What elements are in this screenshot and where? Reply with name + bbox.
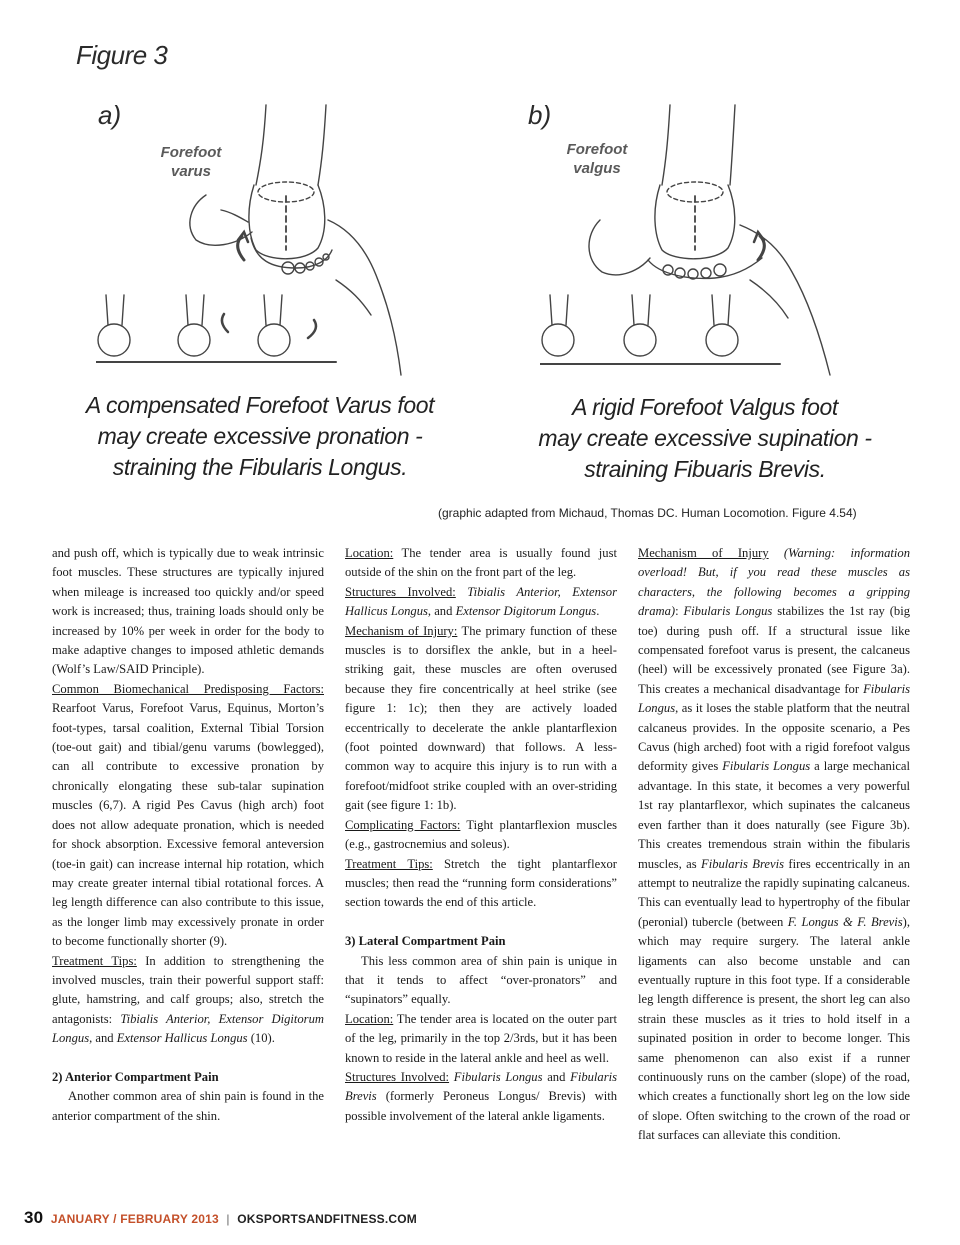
- paragraph: This less common area of shin pain is unique in that it tends to affect “over-pronators” and “supinators” equally.: [345, 953, 617, 1007]
- paragraph: [638, 544, 910, 1146]
- panel-b-label: b): [528, 100, 552, 130]
- paragraph: [345, 855, 617, 913]
- muscle-name: Extensor Hallicus Longus: [116, 1031, 248, 1046]
- subheading: Mechanism of Injury: [638, 546, 769, 560]
- section-heading: 2) Anterior Compartment Pain: [52, 1069, 219, 1084]
- paragraph: Another common area of shin pain is found in the anterior compartment of the shin.: [52, 1089, 324, 1123]
- panel-b-caption-line: A rigid Forefoot Valgus foot: [572, 394, 838, 420]
- warning-aside: (Warning: information overload! But, if you read these muscles as characters, the following becomes a gripping drama): [638, 546, 910, 619]
- subheading: Location:: [345, 1011, 394, 1026]
- subheading: Mechanism of Injury:: [345, 623, 458, 638]
- paragraph-text: Stretch the tight plantarflexor muscles; then read the “running form considerations” section towards the end of this article.: [345, 856, 617, 910]
- forefoot-varus-illustration: [96, 100, 436, 380]
- paragraph: [345, 622, 617, 816]
- muscle-name: F. Longus & F. Brevis: [787, 914, 903, 929]
- muscle-name: Fibularis Longus: [453, 1069, 543, 1084]
- paragraph: [345, 1010, 617, 1068]
- figure-title: Figure 3: [76, 40, 168, 70]
- muscle-name: Fibularis Longus: [722, 759, 811, 774]
- paragraph-text: stabilizes the 1st ray (big toe) during push off. If a structural issue like compensated forefoot varus is present, the calcaneus (heel) will be excessively pronated (see Figure 3a). This creates a mechanical disadvantage for: [638, 604, 910, 696]
- panel-b-caption-line: may create excessive supination -: [538, 425, 872, 451]
- subheading: Treatment Tips:: [345, 856, 433, 871]
- paragraph-text: In addition to strengthening the involved muscles, train their powerful support staff: glute, hamstring, and calf groups; also, stretch the antagonists:: [52, 953, 324, 1026]
- paragraph-text: Tight plantarflexion muscles (e.g., gastrocnemius and soleus).: [345, 817, 617, 852]
- paragraph: [345, 1068, 617, 1126]
- paragraph: [52, 952, 324, 1049]
- article-column-1: [52, 544, 324, 1126]
- forefoot-varus-label: Forefoot varus: [160, 144, 222, 180]
- muscle-name: Tibialis Anterior, Extensor Hallicus Longus: [345, 584, 617, 619]
- panel-a-caption-line: straining the Fibularis Longus.: [112, 454, 408, 480]
- panel-a-label: a): [98, 100, 122, 130]
- paragraph: [345, 816, 617, 855]
- paragraph: [345, 583, 617, 622]
- paragraph-text: ), which may require surgery. The lateral ankle ligaments can also become unstable and can eventually rupture in this foot type. If a considerable leg length difference is present, the short leg can also strain these muscles as it tries to hold itself in a supinated position in order to become longer. This same phenomenon can also exist if a runner continuously runs on the camber (slope) of the road, which creates a functionally short leg on the low side of slope. Often switching to the crown of the road or flat surfaces can alleviate this condition.: [638, 914, 910, 1143]
- paragraph-text: The tender area is located on the outer part of the leg, primarily in the top 2/3rds, but it has been known to reside in the lateral ankle and heel as well.: [345, 1011, 617, 1065]
- article-column-2: [345, 544, 617, 1126]
- paragraph-text: , and: [89, 1031, 117, 1046]
- section-heading: 3) Lateral Compartment Pain: [345, 934, 506, 949]
- muscle-name: Fibularis Longus: [638, 681, 910, 716]
- paragraph: [345, 544, 617, 583]
- website-link[interactable]: OKSPORTSANDFITNESS.COM: [237, 1212, 418, 1226]
- panel-b-caption-line: straining Fibuaris Brevis.: [584, 456, 826, 482]
- paragraph-text: (formerly Peroneus Longus/ Brevis) with possible involvement of the lateral ankle ligaments.: [345, 1089, 617, 1123]
- subheading: Structures Involved:: [345, 1069, 450, 1084]
- muscle-name: Fibularis Brevis: [345, 1069, 618, 1104]
- page-footer: [24, 1208, 417, 1228]
- subheading: Complicating Factors:: [345, 817, 461, 832]
- subheading: Location:: [345, 546, 394, 560]
- muscle-name: Fibularis Brevis: [701, 856, 785, 871]
- paragraph-text: .: [596, 604, 600, 619]
- paragraph-text: :: [675, 604, 684, 619]
- paragraph-text: Rearfoot Varus, Forefoot Varus, Equinus, Morton’s foot-types, tarsal coalition, External Tibial Torsion (toe-out gait) and tibial/genu varums (bowlegged), can all contribute to excessive pronation by chronically elongating these sub-talar supination muscles (6,7). A rigid Pes Cavus (high arch) foot does not allow adequate pronation, which is needed for shock absorption. Excessive femoral anteversion (toe-in gait) can increase internal hip rotation, which may create greater internal tibial rotational forces. A leg length difference can also contribute to this issue, as the longer limb may excessively pronate in order to become functionally shorter (9).: [52, 701, 324, 949]
- paragraph-text: , and: [427, 604, 456, 619]
- forefoot-valgus-label: Forefoot valgus: [566, 141, 628, 177]
- paragraph-text: fires eccentrically in an attempt to neutralize the rapidly supinating calcaneus. This can eventually lead to hypertrophy of the fibular (peronial) tubercle (between: [638, 856, 910, 929]
- panel-a-caption-line: may create excessive pronation -: [97, 423, 423, 449]
- subheading: Treatment Tips:: [52, 953, 137, 968]
- subheading: Structures Involved:: [345, 584, 456, 599]
- paragraph-text: and: [542, 1069, 571, 1084]
- paragraph-text: The tender area is usually found just outside of the shin on the front part of the leg.: [345, 546, 617, 580]
- page-number: 30: [24, 1208, 44, 1227]
- article-column-3: [638, 544, 910, 1146]
- muscle-name: Tibialis Anterior, Extensor Digitorum Longus: [52, 1011, 324, 1046]
- figure-credit: (graphic adapted from Michaud, Thomas DC. Human Locomotion. Figure 4.54): [438, 506, 857, 520]
- paragraph-text: , as it loses the stable platform that the neutral calcaneus provides. In the opposite scenario, a Pes Cavus (high arched) foot with a rigid forefoot valgus deformity gives: [638, 701, 910, 774]
- panel-b-caption: [500, 392, 910, 485]
- paragraph: and push off, which is typically due to weak intrinsic foot muscles. These structures are typically injured when mileage is increased too quickly and/or speed work is increased; thus, training loads should only be increased by 10% per week in order for the body to make adaptive changes to imposed athletic demands (Wolf’s Law/SAID Principle).: [52, 546, 324, 677]
- subheading: Common Biomechanical Predisposing Factors:: [52, 681, 324, 696]
- paragraph-text: a large mechanical advantage. In this state, it becomes a very powerful 1st ray plantarflexor, which supinates the calcaneus even farther than it does naturally (see Figure 3b). This creates tremendous strain within the fibularis muscles, as: [638, 759, 911, 871]
- muscle-name: Extensor Digitorum Longus: [455, 604, 597, 619]
- paragraph: [52, 680, 324, 952]
- paragraph-text: The primary function of these muscles is to dorsiflex the ankle, but in a heel-striking gait, these muscles are often overused because they fire concentrically at heel strike (see figure 1: 1c); then they are actively loaded eccentrically to decelerate the ankle plantarflexion (foot pointed downward) that follows. A less-common way to acquire this injury is to run with a forefoot/midfoot strike coupled with an over-striding gait (see figure 1: 1b).: [345, 623, 617, 813]
- footer-separator: |: [226, 1212, 230, 1226]
- panel-a-caption: [60, 390, 460, 483]
- muscle-name: Fibularis Longus: [683, 604, 773, 619]
- panel-a-caption-line: A compensated Forefoot Varus foot: [85, 392, 435, 418]
- paragraph-text: (10).: [247, 1031, 275, 1046]
- issue-date: JANUARY / FEBRUARY 2013: [50, 1212, 219, 1226]
